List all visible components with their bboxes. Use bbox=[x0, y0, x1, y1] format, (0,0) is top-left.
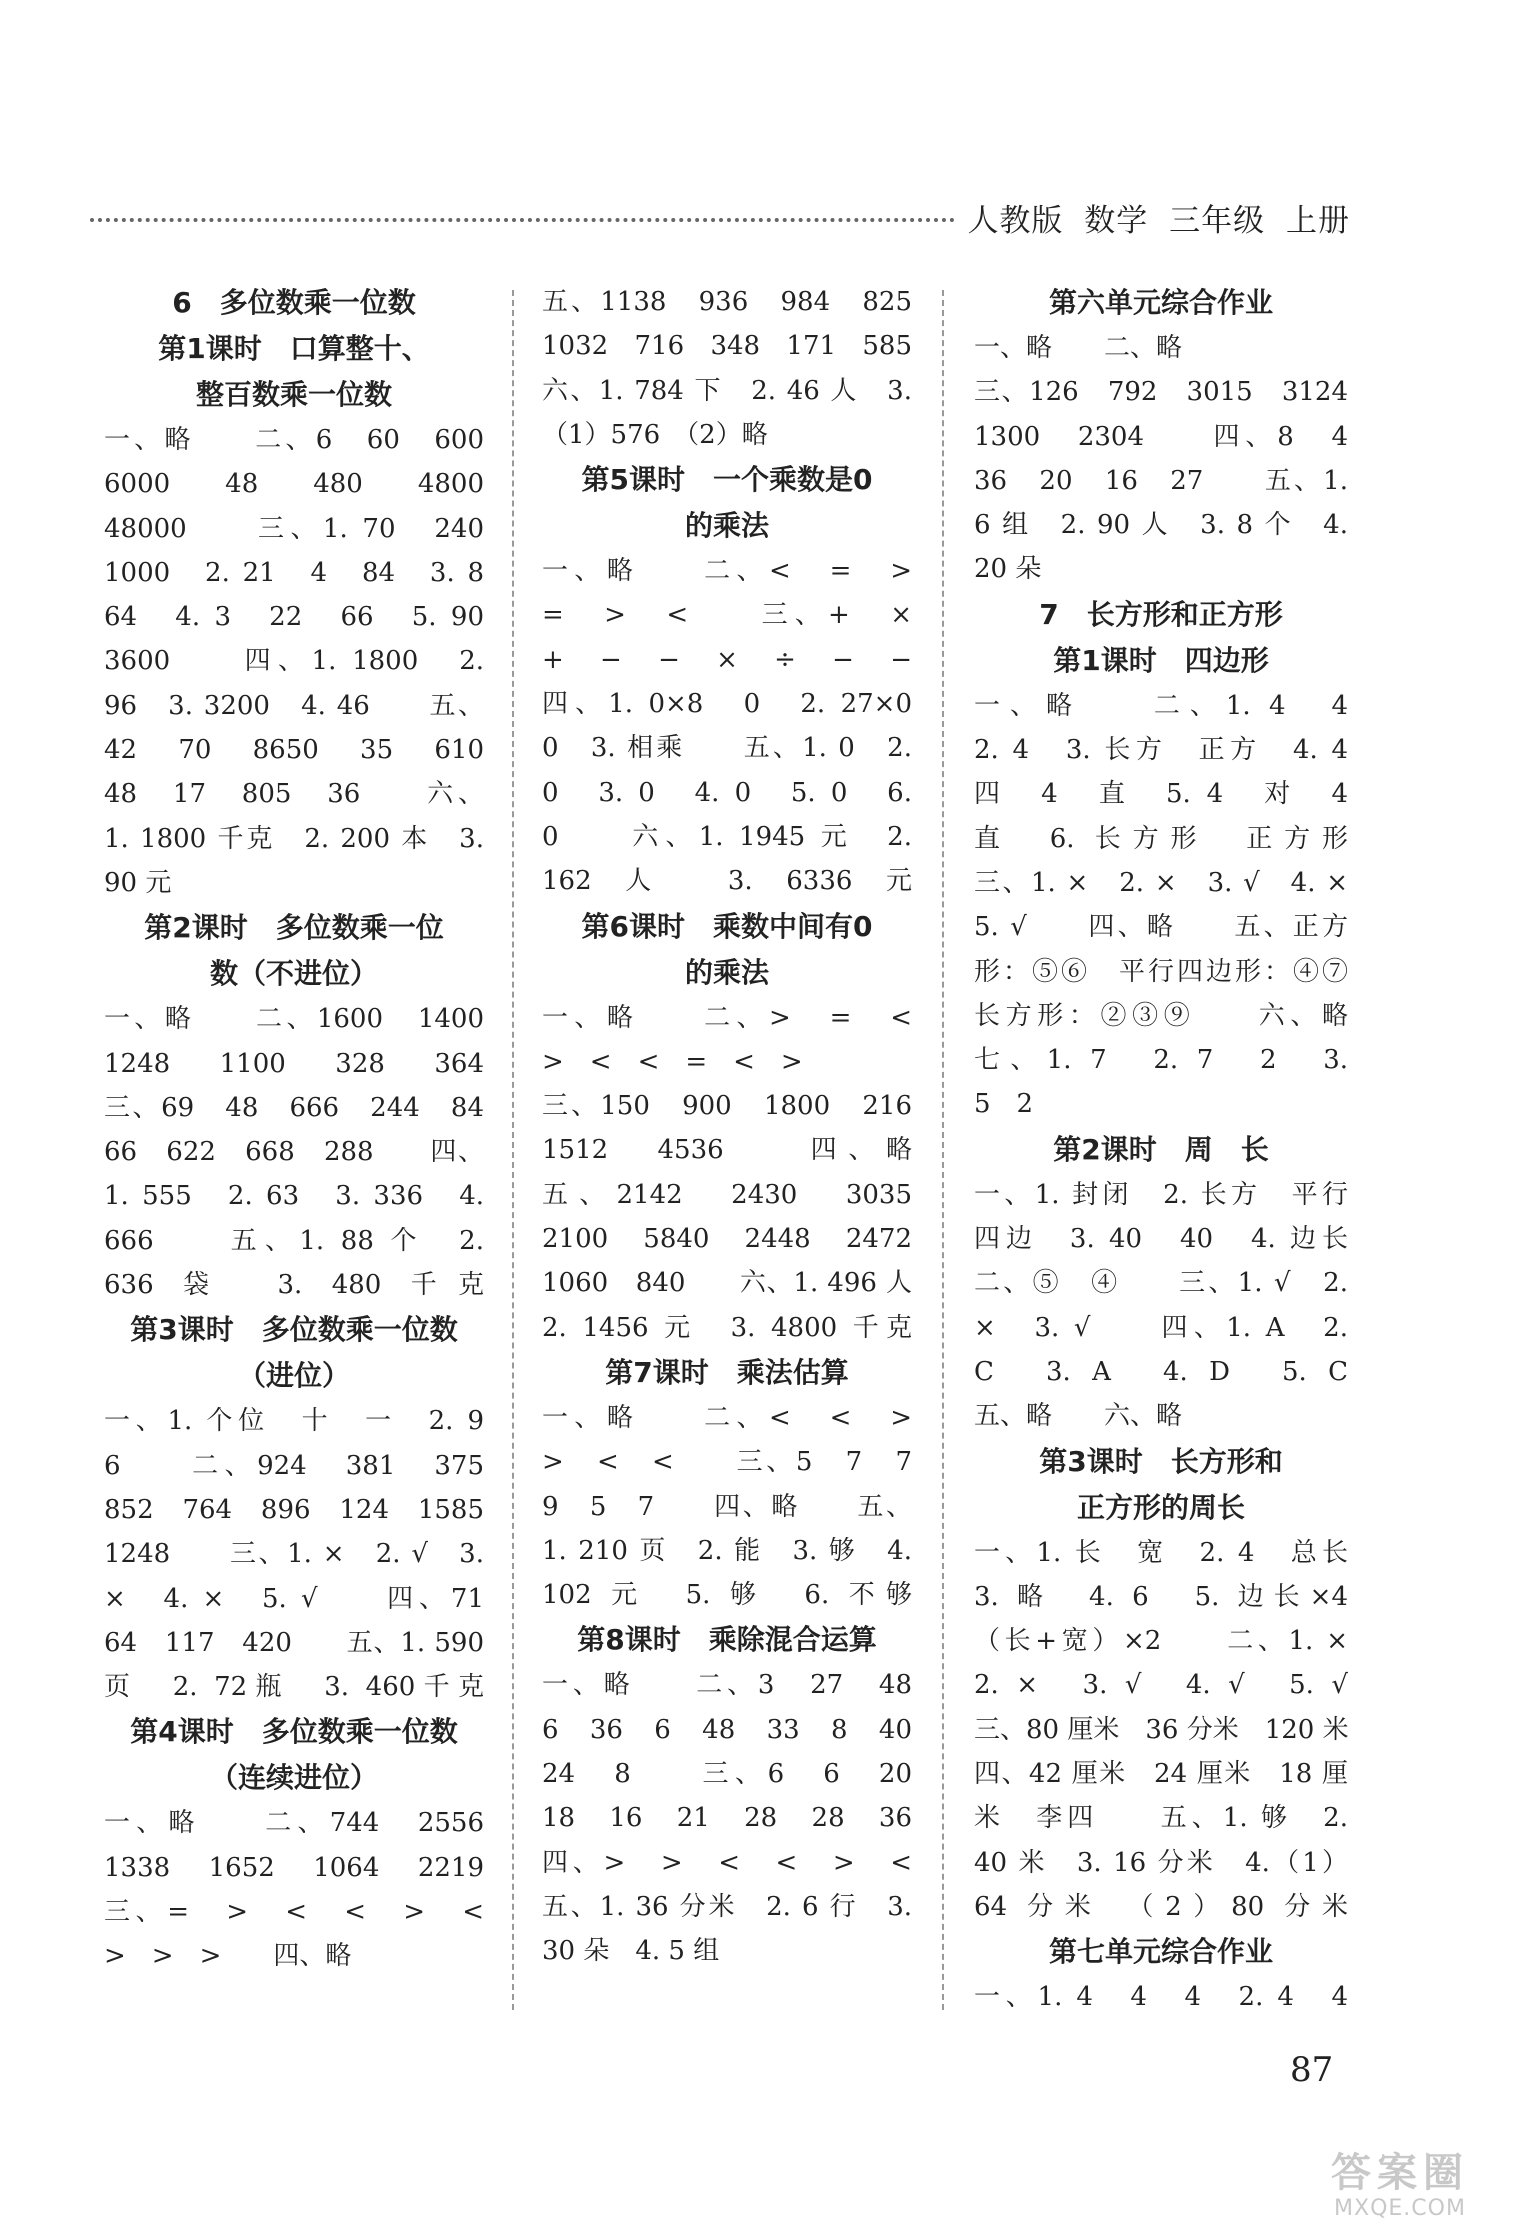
answer-line: 一、略 二、6 60 600 bbox=[104, 425, 484, 455]
answer-line: 2. × 3. √ 4. √ 5. √ bbox=[974, 1670, 1348, 1701]
answer-line: > < < 三、5 7 7 bbox=[542, 1447, 912, 1478]
answer-line: 64 4. 3 22 66 5. 90 bbox=[104, 602, 484, 633]
answer-line: 三、= > < < > < bbox=[104, 1897, 484, 1928]
section-heading: 第6课时 乘数中间有0 bbox=[581, 909, 873, 943]
answer-line: 666 五、1. 88 个 2. bbox=[104, 1225, 484, 1256]
answer-line: 一、1. 封闭 2. 长方 平行 bbox=[974, 1179, 1348, 1210]
answer-line: 5 2 bbox=[974, 1089, 1034, 1120]
section-heading: 第六单元综合作业 bbox=[1048, 286, 1273, 319]
answer-line: 页 2. 72瓶 3. 460千克 bbox=[104, 1672, 484, 1703]
answer-line: 102 元 5. 够 6. 不够 bbox=[542, 1580, 912, 1611]
answer-line: 五、1138 936 984 825 bbox=[542, 287, 912, 317]
answer-line: 四、1. 0×8 0 2. 27×0 bbox=[542, 689, 912, 720]
answer-line: 五、1. 36 分米 2. 6 行 3. bbox=[542, 1891, 912, 1922]
watermark-logo: 答案圈 MXQE.COM bbox=[1331, 2150, 1469, 2221]
answer-line: 5. √ 四、略 五、正方 bbox=[974, 912, 1348, 943]
answer-line: 米 李四 五、1. 够 2. bbox=[974, 1803, 1348, 1834]
section-heading: 第2课时 多位数乘一位 bbox=[144, 911, 444, 945]
answer-line: 1000 2. 21 4 84 3. 8 bbox=[104, 557, 484, 588]
answer-line: × 3. √ 四、1. A 2. bbox=[974, 1312, 1348, 1343]
section-heading: 数（不进位） bbox=[209, 957, 378, 991]
answer-line: 1248 三、1. × 2. √ 3. bbox=[104, 1539, 484, 1570]
answer-line: 6 二、924 381 375 bbox=[104, 1450, 484, 1481]
answer-line: 6 36 6 48 33 8 40 bbox=[542, 1714, 912, 1745]
answer-line: 二、⑤ ④ 三、1. √ 2. bbox=[974, 1268, 1348, 1299]
section-heading: 第8课时 乘除混合运算 bbox=[577, 1623, 877, 1657]
answer-line: 七、1. 7 2. 7 2 3. bbox=[974, 1045, 1348, 1076]
answer-line: 24 8 三、6 6 20 bbox=[542, 1759, 912, 1790]
section-heading: 第4课时 多位数乘一位数 bbox=[130, 1715, 458, 1749]
answer-line: 三、69 48 666 244 84 bbox=[104, 1092, 484, 1123]
section-heading: 正方形的周长 bbox=[1076, 1490, 1245, 1524]
answer-line: 2100 5840 2448 2472 bbox=[542, 1224, 912, 1255]
answer-line: 四、42 厘米 24 厘米 18 厘 bbox=[974, 1759, 1348, 1790]
answer-line: 42 70 8650 35 610 bbox=[104, 735, 484, 766]
answer-line: 四 4 直 5. 4 对 4 bbox=[974, 779, 1348, 810]
answer-line: 18 16 21 28 28 36 bbox=[542, 1803, 912, 1834]
answer-line: 三、150 900 1800 216 bbox=[542, 1091, 912, 1122]
answer-line: 48 17 805 36 六、 bbox=[104, 779, 484, 810]
answer-line: 1. 1800 千克 2. 200 本 3. bbox=[104, 823, 484, 854]
answer-line: 六、1. 784 下 2. 46 人 3. bbox=[542, 375, 912, 406]
section-heading: 第1课时 口算整十、 bbox=[158, 332, 430, 365]
section-heading: 第7课时 乘法估算 bbox=[605, 1355, 849, 1389]
answer-line: 852 764 896 124 1585 bbox=[104, 1494, 484, 1525]
book-title: 人教版 数学 三年级 上册 bbox=[967, 202, 1350, 239]
answer-line: 1060 840 六、1. 496 人 bbox=[542, 1268, 912, 1299]
answer-line: 1300 2304 四、8 4 bbox=[974, 421, 1348, 452]
section-heading: 第七单元综合作业 bbox=[1048, 1935, 1273, 1969]
answer-line: 长方形：②③⑨ 六、略 bbox=[974, 1000, 1348, 1031]
answer-line: 6000 48 480 4800 bbox=[104, 469, 484, 500]
answer-line: （1）576 （2）略 bbox=[542, 419, 768, 450]
answer-line: 一、略 二、744 2556 bbox=[104, 1808, 484, 1839]
section-heading: 的乘法 bbox=[684, 509, 769, 543]
answer-line: 一、略 二、1. 4 4 bbox=[974, 690, 1348, 721]
answer-line: 40 米 3. 16 分米 4.（1） bbox=[974, 1847, 1348, 1878]
answer-line: （长+宽）×2 二、1. × bbox=[974, 1626, 1348, 1657]
answer-line: 9 5 7 四、略 五、 bbox=[542, 1491, 912, 1522]
answer-line: 66 622 668 288 四、 bbox=[104, 1137, 484, 1168]
answer-line: 一、1. 4 4 4 2. 4 4 bbox=[974, 1982, 1348, 2013]
section-heading: （连续进位） bbox=[209, 1761, 378, 1795]
column-divider bbox=[942, 290, 944, 2010]
answer-line: 直 6. 长方形 正方形 bbox=[974, 823, 1348, 854]
answer-line: 3. 略 4. 6 5. 边长×4 bbox=[974, 1581, 1348, 1612]
answer-line: 30 朵 4. 5 组 bbox=[542, 1936, 720, 1967]
answer-line: 1512 4536 四、略 bbox=[542, 1135, 912, 1166]
answer-line: 0 3. 相乘 五、1. 0 2. bbox=[542, 733, 912, 764]
section-heading: 第2课时 周 长 bbox=[1053, 1132, 1269, 1166]
answer-line: 四、> > < < > < bbox=[542, 1847, 912, 1878]
answer-line: 三、1. × 2. × 3. √ 4. × bbox=[974, 867, 1348, 898]
section-heading: 6 多位数乘一位数 bbox=[172, 286, 416, 319]
answer-column-1 bbox=[104, 280, 484, 1979]
answer-line: 96 3. 3200 4. 46 五、 bbox=[104, 690, 484, 721]
answer-line: C 3. A 4. D 5. C bbox=[974, 1356, 1348, 1387]
section-heading: 的乘法 bbox=[684, 955, 769, 989]
answer-line: 162 人 3. 6336 元 bbox=[542, 866, 912, 897]
column-divider bbox=[512, 290, 514, 2010]
answer-line: 一、略 二、< < > bbox=[542, 1402, 912, 1433]
answer-line: 0 3. 0 4. 0 5. 0 6. bbox=[542, 777, 912, 808]
answer-line: = > < 三、+ × bbox=[542, 600, 912, 631]
answer-line: 一、略 二、> = < bbox=[542, 1002, 912, 1033]
answer-column-2 bbox=[542, 280, 912, 1974]
answer-line: 1. 555 2. 63 3. 336 4. bbox=[104, 1181, 484, 1212]
answer-line: 一、略 二、1600 1400 bbox=[104, 1004, 484, 1035]
section-heading: 第3课时 长方形和 bbox=[1039, 1444, 1283, 1478]
answer-line: 2. 1456 元 3. 4800 千克 bbox=[542, 1312, 912, 1343]
answer-line: 1248 1100 328 364 bbox=[104, 1048, 484, 1079]
answer-line: 一、略 二、< = > bbox=[542, 556, 912, 587]
answer-line: 一、1. 长 宽 2. 4 总长 bbox=[974, 1537, 1348, 1568]
answer-line: 四边 3. 40 40 4. 边长 bbox=[974, 1224, 1348, 1255]
answer-line: 一、1. 个位 十 一 2. 9 bbox=[104, 1406, 484, 1437]
answer-line: 36 20 16 27 五、1. bbox=[974, 465, 1348, 496]
answer-line: 636 袋 3. 480 千克 bbox=[104, 1270, 484, 1301]
answer-line: × 4. × 5. √ 四、71 bbox=[104, 1583, 484, 1614]
answer-line: 一、略 二、3 27 48 bbox=[542, 1670, 912, 1701]
section-heading: 第3课时 多位数乘一位数 bbox=[130, 1313, 458, 1347]
answer-line: 五、略 六、略 bbox=[974, 1401, 1183, 1432]
answer-line: 20 朵 bbox=[974, 554, 1042, 585]
page-header bbox=[90, 192, 1350, 242]
section-heading: 第5课时 一个乘数是0 bbox=[581, 463, 873, 497]
answer-line: 1032 716 348 171 585 bbox=[542, 331, 912, 362]
answer-line: 三、126 792 3015 3124 bbox=[974, 377, 1348, 408]
answer-line: 3600 四、1. 1800 2. bbox=[104, 646, 484, 677]
section-heading: 整百数乘一位数 bbox=[195, 378, 392, 411]
answer-line: 三、80 厘米 36 分米 120 米 bbox=[974, 1714, 1349, 1745]
answer-line: 2. 4 3. 长方 正方 4. 4 bbox=[974, 735, 1348, 766]
answer-line: 形：⑤⑥ 平行四边形：④⑦ bbox=[974, 956, 1348, 987]
page-number: 87 bbox=[1290, 2050, 1334, 2090]
answer-line: > > > 四、略 bbox=[104, 1941, 352, 1972]
dotted-rule bbox=[90, 218, 955, 222]
answer-line: > < < = < > bbox=[542, 1046, 803, 1077]
answer-line: 1338 1652 1064 2219 bbox=[104, 1852, 484, 1883]
section-heading: 7 长方形和正方形 bbox=[1039, 597, 1283, 631]
answer-column-3 bbox=[974, 280, 1348, 2020]
answer-line: 五、2142 2430 3035 bbox=[542, 1179, 912, 1210]
section-heading: （进位） bbox=[237, 1359, 350, 1393]
answer-line: 一、略 二、略 bbox=[974, 333, 1183, 363]
answer-line: 0 六、1. 1945 元 2. bbox=[542, 821, 912, 852]
answer-line: + − − × ÷ − − bbox=[542, 644, 912, 675]
answer-line: 48000 三、1. 70 240 bbox=[104, 513, 484, 544]
answer-line: 64 117 420 五、1. 590 bbox=[104, 1627, 484, 1658]
answer-line: 64 分米 （2）80 分米 bbox=[974, 1891, 1348, 1922]
answer-line: 1. 210 页 2. 能 3. 够 4. bbox=[542, 1535, 912, 1566]
answer-line: 90 元 bbox=[104, 867, 172, 898]
answer-line: 6 组 2. 90 人 3. 8 个 4. bbox=[974, 510, 1348, 541]
section-heading: 第1课时 四边形 bbox=[1053, 643, 1269, 677]
